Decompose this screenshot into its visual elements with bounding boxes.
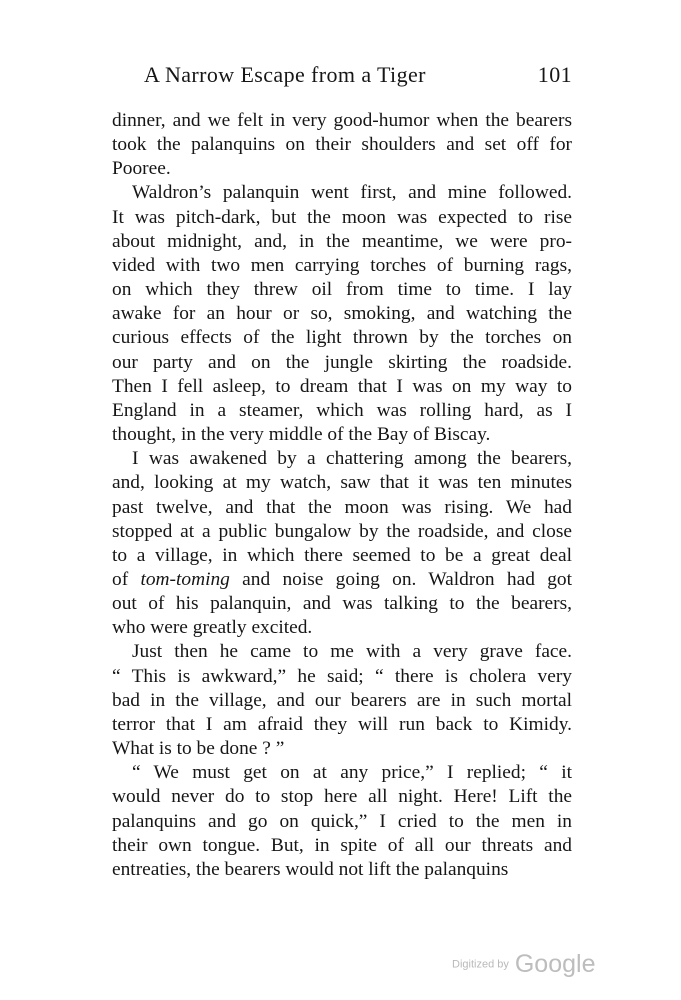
text-line: stopped at a public bungalow by the roadside, and close [112,520,572,542]
paragraph [112,640,572,761]
text-line: bad in the village, and our bearers are in such mortal [112,689,572,711]
text-line: palanquins and go on quick,” I cried to the men in [112,810,572,832]
text-line: terror that I am afraid they will run back to Kimidy. [112,713,572,735]
italic-term: tom-toming [140,568,230,590]
text-line: “ This is awkward,” he said; “ there is cholera very [112,665,572,687]
watermark-prefix: Digitized by [452,958,509,971]
text-line: of tom-toming and noise going on. Waldron had got [112,568,572,590]
text-line: It was pitch-dark, but the moon was expected to rise [112,206,572,228]
text-line: I was awakened by a chattering among the bearers, [132,448,572,470]
text-line: thought, in the very middle of the Bay of Biscay. [112,424,491,446]
text-line: awake for an hour or so, smoking, and watching the [112,303,572,325]
body-text [112,109,572,882]
text-line: our party and on the jungle skirting the roadside. [112,351,572,373]
text-line: Then I fell asleep, to dream that I was on my way to [112,375,572,397]
text-line: would never do to stop here all night. Here! Lift the [112,786,572,808]
text-line: past twelve, and that the moon was rising. We had [112,496,572,518]
text-line: about midnight, and, in the meantime, we were pro- [112,230,572,252]
text-line: and, looking at my watch, saw that it was ten minutes [112,472,572,494]
text-line: Just then he came to me with a very grave face. [132,641,572,663]
text-line: out of his palanquin, and was talking to the bearers, [112,593,572,615]
text-line: curious effects of the light thrown by the torches on [112,327,572,349]
text-line: their own tongue. But, in spite of all our threats and [112,834,572,856]
text-line: took the palanquins on their shoulders and set off for [112,134,572,156]
text-line: entreaties, the bearers would not lift the palanquins [112,858,509,880]
text-line: England in a steamer, which was rolling hard, as I [112,399,572,421]
text-line: “ We must get on at any price,” I replied; “ it [132,762,572,784]
text-line: What is to be done ? ” [112,738,285,760]
digitized-watermark [452,950,595,979]
chapter-title: A Narrow Escape from a Tiger [144,62,426,87]
text-line: vided with two men carrying torches of burning rags, [112,254,572,276]
running-head [112,62,572,92]
page-number: 101 [537,62,572,87]
paragraph [112,109,572,181]
text-line: to a village, in which there seemed to be a great deal [112,544,572,566]
text-line: on which they threw oil from time to time. I lay [112,279,572,301]
paragraph [112,447,572,640]
text-line: who were greatly excited. [112,617,313,639]
google-logo: Google [514,950,596,978]
paragraph [112,761,572,882]
paragraph [112,181,572,447]
text-line: Pooree. [112,158,171,180]
text-line: dinner, and we felt in very good-humor when the bearers [112,110,572,131]
text-line: Waldron’s palanquin went first, and mine followed. [132,182,572,204]
